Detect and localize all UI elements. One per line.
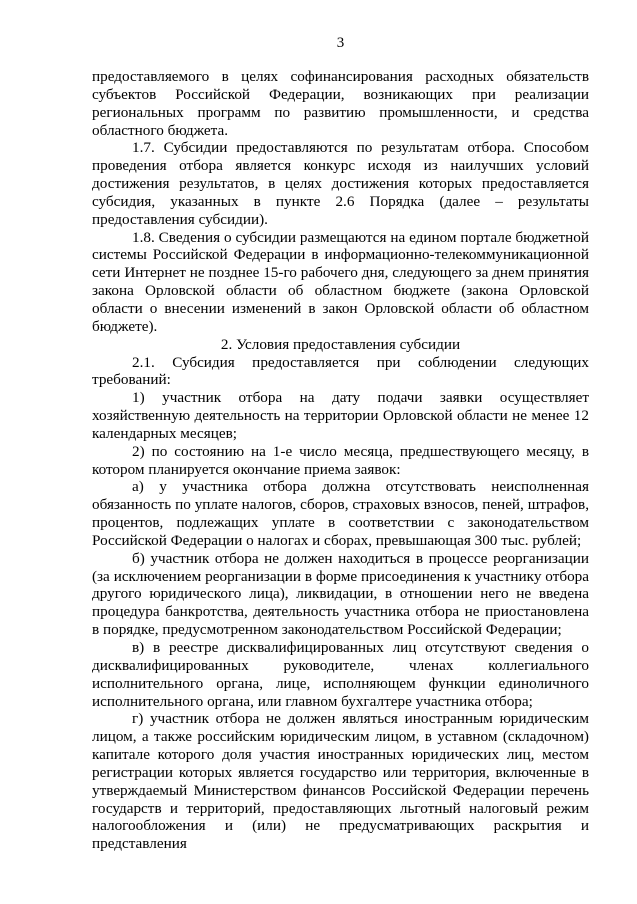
- paragraph-1-7: 1.7. Субсидии предоставляются по результатам отбора. Способом проведения отбора является конкурс исходя из наилучших условий достижения результатов, в целях достижения которых предоставляется субсидия, указанных в пункте 2.6 Порядка (далее – результаты предоставления субсидии).: [92, 139, 589, 228]
- sub-item-v: в) в реестре дисквалифицированных лиц отсутствуют сведения о дисквалифицированных руководителе, членах коллегиального исполнительного органа, лице, исполняющем функции единоличного исполнительного органа, или главном бухгалтере участника отбора;: [92, 639, 589, 710]
- paragraph-2-1: 2.1. Субсидия предоставляется при соблюдении следующих требований:: [92, 353, 589, 389]
- list-item-2: 2) по состоянию на 1-е число месяца, предшествующего месяцу, в котором планируется окончание приема заявок:: [92, 442, 589, 478]
- section-heading-text: 2. Условия предоставления субсидии: [220, 335, 461, 353]
- sub-item-g: г) участник отбора не должен являться иностранным юридическим лицом, а также российским юридическим лицом, в уставном (складочном) капитале которого доля участия иностранных юридических лиц, местом регистрации которых является государство или территория, включенные в утверждаемый Министерством финансов Российской Федерации перечень государств и территорий, предоставляющих льготный налоговый режим налогообложения и (или) не предусматривающих раскрытия и представления: [92, 710, 589, 853]
- section-heading: [92, 336, 589, 354]
- paragraph-continuation: предоставляемого в целях софинансирования расходных обязательств субъектов Российской Федерации, возникающих при реализации региональных программ по развитию промышленности, и средства областного бюджета.: [92, 68, 589, 139]
- paragraph-1-8: 1.8. Сведения о субсидии размещаются на едином портале бюджетной системы Российской Федерации в информационно-телекоммуникационной сети Интернет не позднее 15-го рабочего дня, следующего за днем принятия закона Орловской области об областном бюджете (закона Орловской области о внесении изменений в закон Орловской области об областном бюджете).: [92, 228, 589, 335]
- sub-item-a: а) у участника отбора должна отсутствовать неисполненная обязанность по уплате налогов, сборов, страховых взносов, пеней, штрафов, процентов, подлежащих уплате в соответствии с законодательством Российской Федерации о налогах и сборах, превышающая 300 тыс. рублей;: [92, 478, 589, 549]
- document-body: [92, 68, 589, 853]
- page-number: 3: [336, 35, 345, 51]
- list-item-1: 1) участник отбора на дату подачи заявки осуществляет хозяйственную деятельность на территории Орловской области не менее 12 календарных месяцев;: [92, 389, 589, 442]
- sub-item-b: б) участник отбора не должен находиться в процессе реорганизации (за исключением реорганизации в форме присоединения к участнику отбора другого юридического лица), ликвидации, в отношении него не введена процедура банкротства, деятельность участника отбора не приостановлена в порядке, предусмотренном законодательством Российской Федерации;: [92, 549, 589, 639]
